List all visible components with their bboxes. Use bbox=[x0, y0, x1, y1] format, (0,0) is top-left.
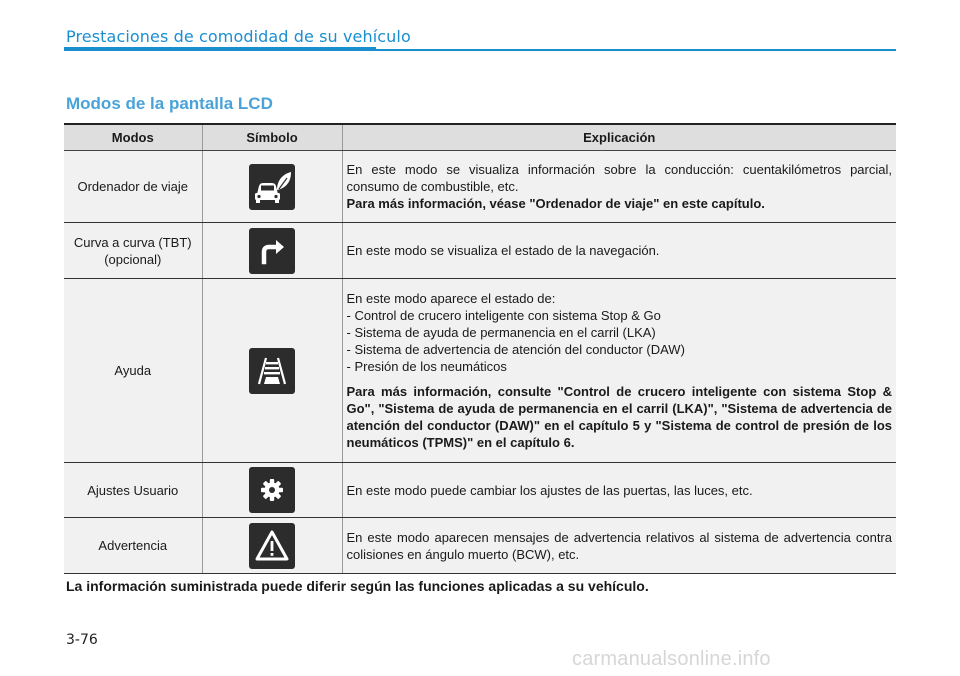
table-row bbox=[64, 151, 896, 223]
explanation-cell bbox=[342, 518, 896, 574]
list-item: - Presión de los neumáticos bbox=[346, 359, 507, 374]
list-item: - Sistema de advertencia de atención del conductor (DAW) bbox=[346, 342, 685, 357]
lcd-modes-table bbox=[64, 123, 896, 574]
table-row bbox=[64, 223, 896, 279]
mode-cell: Ajustes Usuario bbox=[64, 463, 202, 518]
lane-assist-icon bbox=[249, 348, 295, 394]
watermark: carmanualsonline.info bbox=[572, 648, 771, 670]
table-row bbox=[64, 279, 896, 463]
symbol-cell bbox=[202, 463, 342, 518]
mode-cell: Ordenador de viaje bbox=[64, 151, 202, 223]
explanation-cell bbox=[342, 279, 896, 463]
section-header: Prestaciones de comodidad de su vehículo bbox=[66, 27, 411, 46]
mode-cell: Ayuda bbox=[64, 279, 202, 463]
explanation-text: En este modo puede cambiar los ajustes de las puertas, las luces, etc. bbox=[346, 482, 753, 498]
table-row bbox=[64, 463, 896, 518]
explanation-text: En este modo se visualiza información sobre la conducción: cuentakilómetros parcial, consumo de combustible, etc. bbox=[346, 162, 892, 194]
column-header-modes: Modos bbox=[64, 124, 202, 151]
explanation-cell bbox=[342, 223, 896, 279]
table-header-row bbox=[64, 124, 896, 151]
explanation-cell bbox=[342, 151, 896, 223]
symbol-cell bbox=[202, 518, 342, 574]
header-rule-thin bbox=[376, 49, 896, 51]
symbol-cell bbox=[202, 223, 342, 279]
symbol-cell bbox=[202, 151, 342, 223]
warning-triangle-icon bbox=[249, 523, 295, 569]
page-number: 3-76 bbox=[66, 632, 98, 648]
explanation-text: En este modo se visualiza el estado de la navegación. bbox=[346, 243, 660, 258]
column-header-symbol: Símbolo bbox=[202, 124, 342, 151]
explanation-intro: En este modo aparece el estado de: bbox=[346, 291, 556, 306]
symbol-cell bbox=[202, 279, 342, 463]
header-rule-thick bbox=[64, 47, 376, 51]
mode-cell: Advertencia bbox=[64, 518, 202, 574]
explanation-reference: Para más información, consulte "Control de crucero inteligente con sistema Stop & Go", "Sistema de ayuda de permanencia en el carril (LKA)", "Sistema de advertencia de atención del conductor (DAW)" en el capítulo 5 y "Sistema de control de presión de los neumáticos (TPMS)" en el capítulo 6. bbox=[346, 384, 892, 450]
footer-note: La información suministrada puede diferir según las funciones aplicadas a su vehículo. bbox=[66, 578, 649, 594]
table-row bbox=[64, 518, 896, 574]
trip-computer-icon bbox=[249, 164, 295, 210]
turn-right-arrow-icon bbox=[249, 228, 295, 274]
column-header-explanation: Explicación bbox=[342, 124, 896, 151]
page-title: Modos de la pantalla LCD bbox=[66, 94, 273, 113]
list-item: - Sistema de ayuda de permanencia en el carril (LKA) bbox=[346, 325, 656, 340]
list-item: - Control de crucero inteligente con sistema Stop & Go bbox=[346, 308, 661, 323]
gear-icon bbox=[249, 467, 295, 513]
mode-cell: Curva a curva (TBT) (opcional) bbox=[64, 223, 202, 279]
explanation-text: En este modo aparecen mensajes de advertencia relativos al sistema de advertencia contra colisiones en ángulo muerto (BCW), etc. bbox=[346, 529, 892, 562]
explanation-reference: Para más información, véase "Ordenador de viaje" en este capítulo. bbox=[346, 196, 765, 211]
explanation-cell bbox=[342, 463, 896, 518]
